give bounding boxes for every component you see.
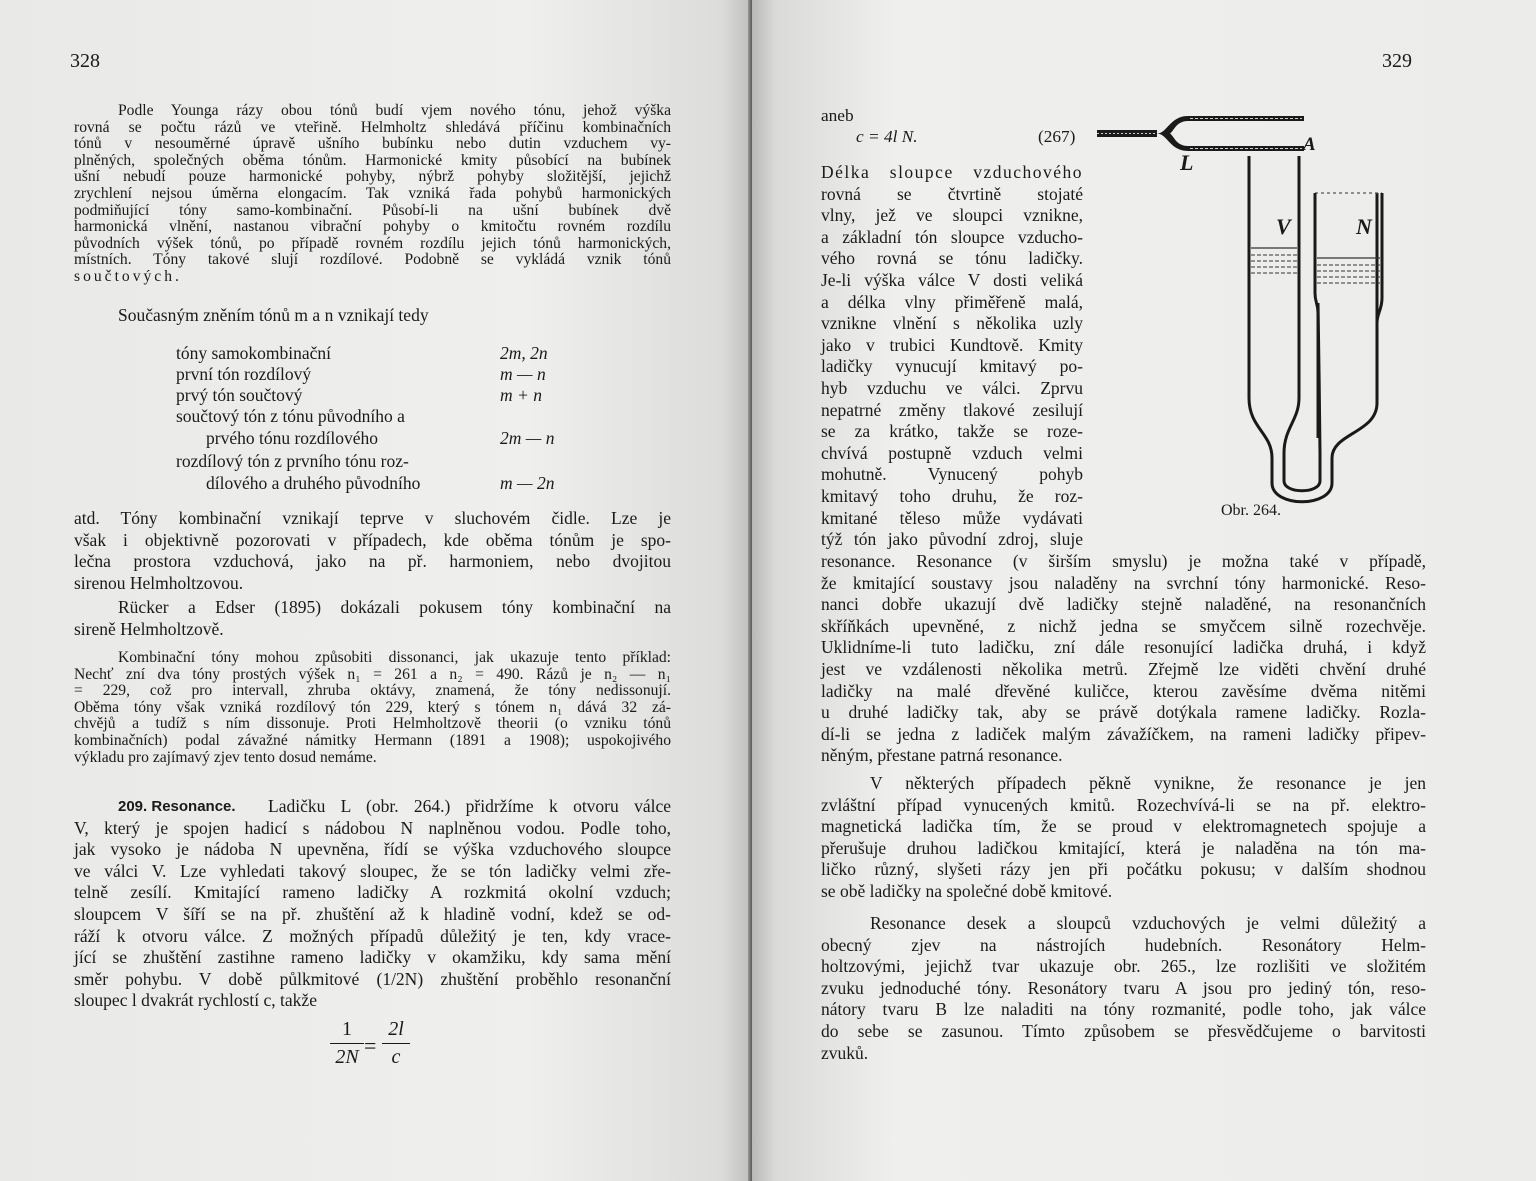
- fraction-denominator: 2N: [335, 1046, 359, 1068]
- narrow-line: kmitané těleso může vydávati: [821, 507, 1083, 528]
- atd-line: sirenou Helmholtzovou.: [74, 572, 244, 593]
- aneb-word: aneb: [821, 106, 854, 125]
- tone-label: dílového a druhého původního: [206, 473, 421, 493]
- body-line: holtzovými, jejichž tvar ukazuje obr. 265., lze rozlišiti ve složitém: [821, 956, 1426, 977]
- section-line: směr pohybu. V době půlkmitové (1/2N) zhuštění proběhlo resonanční: [74, 968, 671, 989]
- body-line: dí-li se jedna z ladiček malým závažíčkem, na rameni ladičky připev-: [821, 723, 1426, 744]
- dissonance-line: Oběma tóny však vzniká rozdílový tón 229, který s tónem n₁ dává 32 zá-: [74, 698, 671, 716]
- tone-label: součtový tón z tónu původního a: [176, 406, 405, 426]
- dissonance-line: Kombinační tóny mohou způsobiti dissonanci, jak ukazuje tento příklad:: [118, 649, 671, 666]
- narrow-line: jako v trubici Kundtově. Kmity: [821, 334, 1083, 355]
- narrow-line: se za krátko, takže se roze-: [821, 421, 1083, 442]
- body-line: se obě ladičky na společné době kmitové.: [821, 880, 1113, 901]
- section-line: V, který je spojen hadicí s nádobou N naplněnou vodou. Podle toho,: [74, 817, 671, 838]
- section-209: [74, 796, 671, 1012]
- dissonance-paragraph: [74, 650, 671, 766]
- fraction-numerator: 1: [342, 1018, 352, 1040]
- dissonance-line: chvějů a tudíž s ním dissonuje. Proti Helmholtzově theorii (o vzniku tónů: [74, 715, 671, 733]
- section-line: telně zesílí. Kmitající rameno ladičky A rozkmitá okolní vzduch;: [74, 882, 671, 903]
- narrow-line: a základní tón sloupce vzducho-: [821, 226, 1083, 247]
- tone-label: rozdílový tón z prvního tónu roz-: [176, 451, 409, 471]
- tone-label: prvý tón součtový: [176, 385, 303, 405]
- tuning-fork-prongs: [1157, 116, 1304, 151]
- narrow-line: týž tón jako původní zdroj, sluje: [821, 529, 1083, 550]
- intro-line: tónů v nesouměrné úpravě ušního bubínku nebo dutin vzduchem vy-: [74, 135, 671, 153]
- simultaneous-line: Současným zněním tónů m a n vznikají tedy: [118, 305, 429, 325]
- intro-line: plněných, společných oběma tónům. Harmonické kmity působící na bubínek: [74, 151, 671, 169]
- figure-label-v: V: [1276, 214, 1291, 239]
- tone-formula: 2m — n: [500, 428, 555, 448]
- body-line: nanci dobře ukazují dvě ladičky stejně naladěné, na resonančních: [821, 594, 1426, 615]
- figure-caption: Obr. 264.: [1221, 502, 1281, 519]
- tone-formula: m — n: [500, 364, 546, 384]
- fraction-denominator: c: [391, 1046, 401, 1068]
- dissonance-line: výkladu pro zajímavý zjev tento dosud nemáme.: [74, 748, 377, 766]
- equation-267: c = 4l N.: [856, 127, 918, 146]
- section-line: ve válci V. Lze vyhledati takový sloupec, že se tón ladičky velmi zře-: [74, 860, 671, 881]
- body-line: ladičky na malé dřevěné kuličce, kterou zavěsíme dvěma nitěmi: [821, 680, 1426, 701]
- intro-line: podmiňující tóny samo-kombinační. Působí-li na ušní bubínek dvě: [74, 201, 671, 219]
- section-line: sloupec l dvakrát rychlostí c, takže: [74, 990, 317, 1011]
- intro-line: zrychlení nejsou úměrna elongacím. Tak vzniká řada pohybů harmonických: [74, 184, 671, 202]
- narrow-line: hyb vzduchu ve válci. Zprvu: [821, 377, 1083, 398]
- narrow-line: vého rovná se tónu ladičky.: [821, 248, 1083, 269]
- narrow-line: rovná se čtvrtině stojaté: [821, 183, 1083, 204]
- section-line: jící se zhuštění zastihne rameno ladičky v okamžiku, kdy sama mění: [74, 947, 671, 968]
- intro-line: Podle Younga rázy obou tónů budí vjem nového tónu, jehož výška: [118, 102, 671, 119]
- tone-formula: 2m, 2n: [500, 343, 548, 363]
- section-line: sloupcem V šíří se na př. zhuštění až k hladině vodní, kdež se od-: [74, 903, 671, 924]
- dissonance-line: kombinačních) podal závažné námitky Hermann (1891 a 1908); uspokojivého: [74, 731, 671, 749]
- section-line: Ladičku L (obr. 264.) přidržíme k otvoru válce: [268, 796, 671, 816]
- body-line: něným, přestane patrná resonance.: [821, 745, 1063, 766]
- forced-vibration-paragraph: [821, 773, 1426, 903]
- tone-label: první tón rozdílový: [176, 364, 312, 384]
- intro-line: místních. Tóny takové slují rozdílové. Podobně se vykládá vznik tónů: [74, 251, 671, 269]
- page-number-left: 328: [70, 50, 100, 72]
- body-line: nátory tvaru B lze naladiti na tóny rozmanité, podle toho, jak válce: [821, 999, 1426, 1020]
- figure-label-l: L: [1180, 150, 1194, 175]
- dissonance-line: = 229, což pro intervall, zhruba oktávy, znamená, že tóny nedissonují.: [74, 682, 671, 700]
- intro-paragraph: [74, 103, 671, 286]
- narrow-line: Délka sloupce vzduchového: [821, 162, 1083, 182]
- narrow-column-text: [821, 162, 1083, 551]
- narrow-line: vznikne vlnění s několika uzly: [821, 313, 1083, 334]
- figure-264-diagram: [1092, 98, 1392, 518]
- fraction-numerator: 2l: [388, 1018, 404, 1040]
- cylinder-v: [1249, 156, 1299, 398]
- narrow-line: Je-li výška válce V dosti veliká: [821, 269, 1083, 290]
- body-line: obecný zjev na nástrojích hudebních. Resonátory Helm-: [821, 934, 1426, 955]
- tone-formula: m + n: [500, 385, 542, 405]
- tone-formula: m — 2n: [500, 473, 555, 493]
- body-line: u druhé ladičky tak, aby se právě dotýkala ramene ladičky. Rozla-: [821, 702, 1426, 723]
- resonance-paragraph: [821, 551, 1426, 767]
- body-line: zvláštní případ vynucených kmitů. Rozechvívá-li se na př. elektro-: [821, 794, 1426, 815]
- rucker-line: Rücker a Edser (1895) dokázali pokusem tóny kombinační na: [118, 597, 671, 617]
- narrow-line: ladičky vynucují kmitavý po-: [821, 356, 1083, 377]
- section-heading: 209. Resonance.: [118, 798, 236, 815]
- body-line: jest ve vzdálenosti několika metrů. Zřejmě lze viděti chvění druhé: [821, 658, 1426, 679]
- intro-line: ušní nebudí pouze harmonické pohyby, nýbrž pohyby složitější, jejichž: [74, 168, 671, 186]
- intro-line: harmonická vlnění, nastanou vibrační pohyby o kmitočtu rovném rozdílu: [74, 218, 671, 236]
- atd-line: atd. Tóny kombinační vznikají teprve v sluchovém čidle. Lze je: [74, 508, 671, 528]
- atd-line: však i objektivně pozorovati v případech, kde oběma tónům je spo-: [74, 529, 671, 550]
- narrow-line: kmitavý toho druhu, že roz-: [821, 485, 1083, 506]
- rucker-paragraph: [74, 597, 671, 640]
- tone-label: tóny samokombinační: [176, 343, 332, 363]
- body-line: do sebe se zasunou. Tímto způsobem se přesvědčujeme o barvitosti: [821, 1020, 1426, 1041]
- intro-line: součtových.: [74, 267, 182, 285]
- dissonance-line: Nechť zní dva tóny prostých výšek n₁ = 261 a n₂ = 490. Rázů je n₂ — n₁: [74, 665, 671, 683]
- tuning-fork-handle: [1097, 130, 1157, 137]
- body-line: Resonance desek a sloupců vzduchových je velmi důležitý a: [870, 913, 1426, 933]
- figure-label-a: A: [1303, 134, 1316, 155]
- equation-number: (267): [1038, 127, 1076, 146]
- narrow-line: chvívá postupně vzduch velmi: [821, 442, 1083, 463]
- atd-line: lečna prostora vzduchová, jako na př. harmoniem, nebo dvojitou: [74, 551, 671, 572]
- page-number-right: 329: [1382, 50, 1412, 72]
- body-line: resonance. Resonance (v širším smyslu) je možna také v případě,: [821, 551, 1426, 571]
- atd-paragraph: [74, 508, 671, 594]
- tone-label: prvého tónu rozdílového: [206, 428, 379, 448]
- body-line: zvuků.: [821, 1042, 869, 1063]
- left-page: 328 Podle Younga rázy obou tónů budí vjem nového tónu, jehož výška rovná se počtu rázů ve vteřině. Helmholtz shledává příčinu kombinačních tónů v nesouměrné úpravě ušního bubínku nebo dutin vzduchem vy- plněných, společných oběma tónům. Harmonické kmity působící na bubínek ušní nebudí pouze harmonické pohyby, nýbrž pohyby složitější, jejichž zrychlení nejsou úměrna elongacím. Tak vzniká řada pohybů harmonických podmiňující tóny samo-kombinační. Působí-li na ušní bubínek dvě harmonická vlnění, nastanou vibrační pohyby o kmitočtu rovném rozdílu původních výšek tónů, po případě rovném rozdílu jejich tónů harmonických, místních. Tóny takové slují rozdílové. Podobně se vykládá vznik tónů součtových. Současným zněním tónů m a n vznikají tedy tóny samokombinační 2m, 2n první tón rozdílový m — n prvý tón součtový m + n součtový tón z tónu původního a prvého tónu rozdílového 2m — n rozdílový tón z prvního tónu roz- dílového a druhého původního m — 2n atd. Tóny kombinační vznikají teprve v sluchovém čidle. Lze je však i objektivně pozorovati v případech, kde oběma tónům je spo- lečna prostora vzduchová, jako na př. harmoniem, nebo dvojitou sirenou Helmholtzovou. Rücker a Edser (1895) dokázali pokusem tóny kombinační na sireně Helmholtzově. Kombinační tóny mohou způsobiti dissonanci, jak ukazuje tento příklad: Nechť zní dva tóny prostých výšek n₁ = 261 a n₂ = 490. Rázů je n₂ — n₁ = 229, což pro intervall, zhruba oktávy, znamená, že tóny nedissonují. Oběma tóny však vzniká rozdílový tón 229, který s tónem n₁ dává 32 zá- chvějů a tudíž s ním dissonuje. Proti Helmholtzově theorii (o vzniku tónů kombinačních) podal závažné námitky Hermann (1891 a 1908); uspokojivého výkladu pro zajímavý zjev tento dosud nemáme. 209. Resonance. Ladičku L (obr. 264.) přidržíme k otvoru válce V, který je spojen hadicí s nádobou N naplněnou vodou. Podle toho, jak vysoko je nádoba N upevněna, řídí se výška vzduchového sloupce ve válci V. Lze vyhledati takový sloupec, že se tón ladičky velmi zře- telně zesílí. Kmitající rameno ladičky A rozkmitá okolní vzduch; sloupcem V šíří se na př. zhuštění až k hladině vodní, kdež se od- ráží k otvoru válce. Z možných případů důležitý je ten, kdy vrace- jící se zhuštění zastihne rameno ladičky v okamžiku, kdy sama mění směr pohybu. V době půlkmitové (1/2N) zhuštění proběhlo resonanční sloupec l dvakrát rychlostí c, takže 1 2N = 2l c: [0, 0, 752, 1181]
- rucker-line: sireně Helmholtzově.: [74, 618, 224, 639]
- narrow-line: a délka vlny přiměřeně malá,: [821, 291, 1083, 312]
- section-line: jak vysoko je nádoba N upevněna, řídí se výška vzduchového sloupce: [74, 839, 671, 860]
- resonators-paragraph: [821, 913, 1426, 1064]
- section-line: ráží k otvoru válce. Z možných případů důležitý je ten, kdy vrace-: [74, 925, 671, 946]
- body-line: zvuku jednoduché tóny. Resonátory tvaru A jsou pro jediný tón, reso-: [821, 977, 1426, 998]
- body-line: Uklidníme-li tuto ladičku, zní dále resonující ladička druhá, i když: [821, 637, 1426, 658]
- body-line: ličko různý, slyšeti rázy jen při počátku pokusu; v dalším shodnou: [821, 859, 1426, 880]
- narrow-line: mohutně. Vynucený pohyb: [821, 464, 1083, 485]
- body-line: že kmitající soustavy jsou naladěny na svrchní tóny harmonické. Reso-: [821, 572, 1426, 593]
- right-page: [752, 0, 1536, 1181]
- vessel-n: [1315, 193, 1382, 323]
- body-line: skříňkách upevněné, z nichž jedna se smyčcem silně rozechvěje.: [821, 615, 1426, 636]
- intro-line: rovná se počtu rázů ve vteřině. Helmholtz shledává příčinu kombinačních: [74, 118, 671, 136]
- intro-line: původních výšek tónů, po případě rovném rozdílu jejich tónů harmonických,: [74, 234, 671, 252]
- figure-label-n: N: [1356, 214, 1372, 239]
- narrow-line: nepatrné změny tlakové zesilují: [821, 399, 1083, 420]
- narrow-line: vlny, jež ve sloupci vznikne,: [821, 205, 1083, 226]
- body-line: přerušuje druhou ladičkou kmitající, která je naladěna na tón ma-: [821, 837, 1426, 858]
- body-line: V některých případech pěkně vynikne, že resonance je jen: [870, 773, 1426, 793]
- body-line: magnetická ladička tím, že se proud v elektromagnetech spojuje a: [821, 816, 1426, 837]
